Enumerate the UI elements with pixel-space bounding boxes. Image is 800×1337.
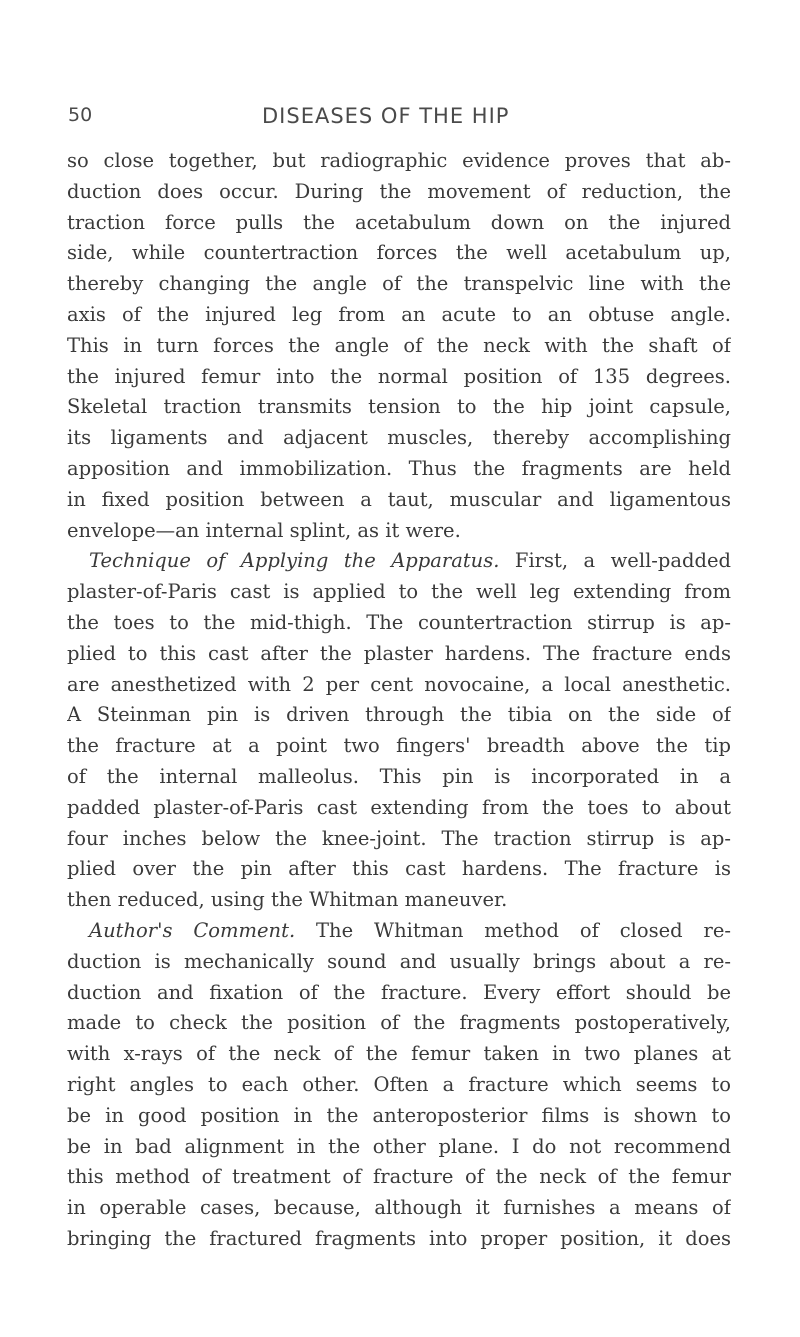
text-line: A Steinman pin is driven through the tibia on the side of [67,703,731,727]
text-line [67,546,731,577]
section-heading-technique: Technique of Applying the Apparatus. [89,549,500,573]
text-line: duction does occur. During the movement of reduction, the [67,179,731,203]
text-line: envelope—an internal splint, as it were. [67,518,461,542]
text-line: apposition and immobilization. Thus the fragments are held [67,456,731,480]
text-line: duction and fixation of the fracture. Every effort should be [67,980,731,1004]
text-line: in fixed position between a taut, muscular and ligamentous [67,487,731,511]
text-line: padded plaster-of-Paris cast extending from the toes to about [67,795,731,819]
paragraph-3 [67,916,731,1255]
text-line: thereby changing the angle of the transpelvic line with the [67,272,731,296]
page-number: 50 [68,104,93,126]
text-line: in operable cases, because, although it furnishes a means of [67,1196,731,1220]
text-line: this method of treatment of fracture of the neck of the femur [67,1165,731,1189]
text-line: axis of the injured leg from an acute to an obtuse angle. [67,302,731,326]
text-line: Skeletal traction transmits tension to the hip joint capsule, [67,395,731,419]
text-span: The Whitman method of closed re- [295,918,731,942]
text-line: of the internal malleolus. This pin is incorporated in a [67,764,731,788]
text-line: its ligaments and adjacent muscles, thereby accomplishing [67,426,731,450]
text-line: side, while countertraction forces the well acetabulum up, [67,241,731,265]
text-line: with x-rays of the neck of the femur taken in two planes at [67,1042,731,1066]
text-line: plaster-of-Paris cast is applied to the well leg extending from [67,580,731,604]
text-line: plied to this cast after the plaster hardens. The fracture ends [67,641,731,665]
text-line: duction is mechanically sound and usually brings about a re- [67,949,731,973]
text-line: traction force pulls the acetabulum down on the injured [67,210,731,234]
text-line: This in turn forces the angle of the neck with the shaft of [67,333,731,357]
text-line: the toes to the mid-thigh. The countertraction stirrup is ap- [67,610,731,634]
text-line: then reduced, using the Whitman maneuver. [67,888,508,912]
text-line: right angles to each other. Often a fracture which seems to [67,1072,731,1096]
section-heading-authors-comment: Author's Comment. [89,918,296,942]
text-line: bringing the fractured fragments into proper position, it does [67,1226,731,1250]
text-line: the injured femur into the normal position of 135 degrees. [67,364,731,388]
running-head: DISEASES OF THE HIP [262,104,510,128]
text-line: so close together, but radiographic evidence proves that ab- [67,149,731,172]
text-line: are anesthetized with 2 per cent novocaine, a local anesthetic. [67,672,731,696]
text-line: plied over the pin after this cast hardens. The fracture is [67,857,731,881]
text-line: the fracture at a point two fingers' breadth above the tip [67,734,731,758]
paragraph-1 [67,146,731,546]
text-span: First, a well-padded [499,549,731,573]
text-line: be in bad alignment in the other plane. I do not recommend [67,1134,731,1158]
paragraph-2 [67,546,731,916]
text-line: be in good position in the anteroposterior films is shown to [67,1103,731,1127]
body-text [67,146,731,1255]
text-line: four inches below the knee-joint. The traction stirrup is ap- [67,826,731,850]
text-line [67,916,731,947]
text-line: made to check the position of the fragments postoperatively, [67,1011,731,1035]
